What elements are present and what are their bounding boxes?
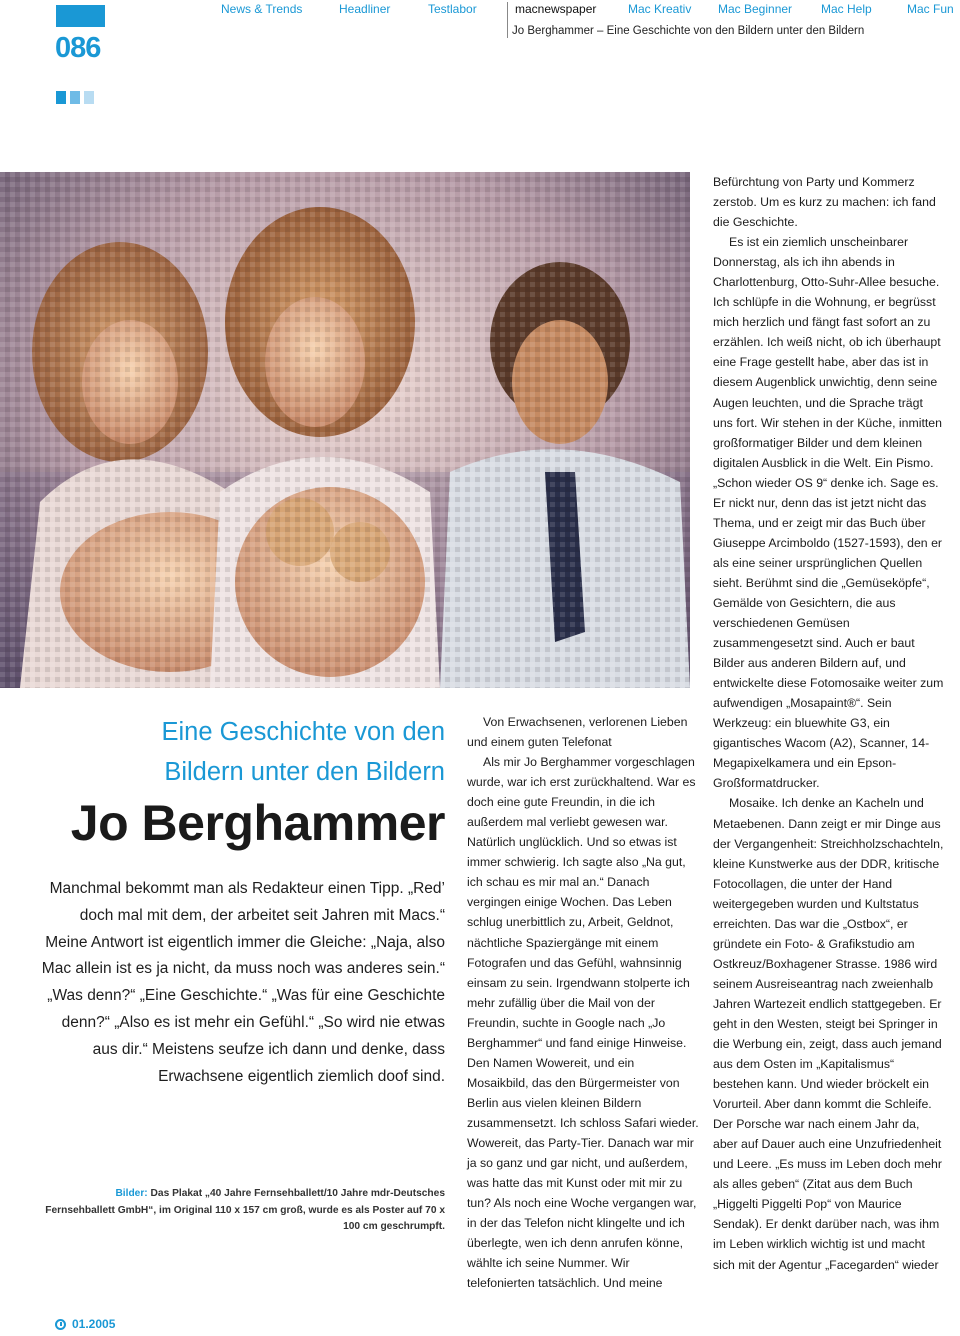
- breadcrumb: Jo Berghammer – Eine Geschichte von den Bildern unter den Bildern: [512, 25, 865, 37]
- image-caption: [45, 1186, 445, 1236]
- nav-news-trends[interactable]: News & Trends: [221, 2, 303, 16]
- page-number: 086: [55, 32, 101, 64]
- caption-label: Bilder:: [115, 1188, 148, 1199]
- subtitle-line-1: Eine Geschichte von den: [161, 718, 445, 746]
- header-color-block: [56, 5, 105, 27]
- article-column-right: [713, 172, 945, 1275]
- nav-macnewspaper[interactable]: macnewspaper: [515, 2, 597, 16]
- column-paragraph: Von Erwachsenen, verlorenen Lieben und einem guten Telefonat: [467, 715, 688, 750]
- column-paragraph: Es ist ein ziemlich unscheinbarer Donnerstag, als ich ihn abends in Charlottenburg, Otto-Suhr-Allee besuche. Ich schlüpfe in die Wohnung, er begrüsst mich herzlich und fängt fast sofort an zu erzählen. Ich weiß nicht, ob ich überhaupt eine Frage gestellt habe, aber das ist in diesem Augenblick unwichtig, denn seine Augen leuchten, und die Sprache trägt uns fort. Wir stehen in der Küche, inmitten großformatiger Bilder und dem kleinen digitalen Ausblick in die Welt. Ein Pismo. „Schon wieder OS 9“ denke ich. Sage es. Er nickt nur, denn das ist jetzt nicht das Thema, und er zeigt mir das Buch über Giuseppe Arcimboldo (1527-1593), den er als eine seiner ursprünglichen Quellen sieht. Berühmt sind die „Gemüseköpfe“, Gemälde von Gesichtern, die aus verschiedenen Gemüsen zusammengesetzt sind. Auch er baut Bilder aus anderen Bildern auf, und entwickelte diese Fotomosaike weiter zum aufwendigen „Mosapaint®“. Sein Werkzeug: ein bluewhite G3, ein gigantisches Wacom (A2), Scanner, 14-Megapixelkamera und ein Epson-Großformatdrucker.: [713, 235, 944, 791]
- article-headline: Jo Berghammer: [70, 795, 445, 851]
- hero-mosaic-image: [0, 172, 690, 688]
- article-intro: Manchmal bekommt man als Redakteur einen Tipp. „Red’ doch mal mit dem, der arbeitet seit Jahren mit Macs.“ Meine Antwort ist eigentlich immer die Gleiche: „Naja, also Mac allein ist es ja nicht, da muss noch was anderes sein.“ „Was denn?“ „Eine Geschichte.“ „Was für eine Geschichte denn?“ „Also es ist mehr ein Gefühl.“ „So wird nie etwas aus dir.“ Meistens seufze ich dann und denke, dass Erwachsene eigentlich ziemlich doof sind.: [41, 880, 445, 1085]
- subtitle-line-2: Bildern unter den Bildern: [164, 758, 445, 786]
- column-paragraph: Befürchtung von Party und Kommerz zerstob. Um es kurz zu machen: ich fand die Geschichte.: [713, 175, 936, 230]
- caption-text: Das Plakat „40 Jahre Fernsehballett/10 Jahre mdr-Deutsches Fernsehballett GmbH“, im Original 110 x 157 cm groß, wurde es als Poster auf 70 x 100 cm geschrumpft.: [45, 1188, 445, 1233]
- clock-icon: [55, 1319, 66, 1330]
- article-subtitle: [161, 712, 445, 792]
- decorative-squares: [56, 91, 94, 104]
- article-column-middle: [467, 712, 699, 1293]
- issue-date: 01.2005: [72, 1317, 116, 1331]
- nav-testlabor[interactable]: Testlabor: [428, 2, 477, 16]
- nav-mac-kreativ[interactable]: Mac Kreativ: [628, 2, 692, 16]
- nav-mac-beginner[interactable]: Mac Beginner: [718, 2, 793, 16]
- column-paragraph: Mosaike. Ich denke an Kacheln und Metaebenen. Dann zeigt er mir Dinge aus der Vergangenheit: Streichholzschachteln, kleine Kunstwerke aus der DDR, kritische Fotocollagen, die unter der Hand weitergegeben wurden und Kultstatus erreichten. Das war die „Ostbox“, er gründete ein Foto- & Grafikstudio am Ostkreuz/Boxhagener Strasse. 1986 wird seinem Ausreiseantrag nach zweienhalb Jahren Wartezeit endlich stattgegeben. Er geht in den Westen, steigt bei Springer in die Werbung ein, zeigt, dass auch jemand aus dem Osten im „Kapitalismus“ bestehen kann. Und wieder bröckelt ein Vorurteil. Aber dann kommt die Schleife. Der Porsche war nach einem Jahr da, aber auf Dauer auch eine Unzufriedenheit und Leere. „Es muss im Leben doch mehr als alles geben“ (Zitat aus dem Buch „Higgelti Piggelti Pop“ von Maurice Sendak). Er denkt darüber nach, was ihm im Leben wirklich wichtig ist und macht sich mit der Agentur „Facegarden“ wieder: [713, 796, 944, 1272]
- nav-mac-help[interactable]: Mac Help: [821, 2, 872, 16]
- nav-headliner[interactable]: Headliner: [339, 2, 391, 16]
- nav-divider: [507, 2, 508, 38]
- nav-mac-fun[interactable]: Mac Fun: [907, 2, 954, 16]
- column-paragraph: Als mir Jo Berghammer vorgeschlagen wurde, war ich erst zurückhaltend. War es doch eine gute Freundin, in die ich außerdem mal verliebt gewesen war. Natürlich unglücklich. Und so etwas ist immer schwierig. Ich sagte also „Na gut, ich schau es mir mal an.“ Danach vergingen einige Wochen. Das Leben schlug unerbittlich zu, Arbeit, Geldnot, nächtliche Spaziergänge mit einem Fotografen und das Gefühl, wahnsinnig einsam zu sein. Irgendwann stolperte ich mehr zufällig über die Mail von der Freundin, suchte in Google nach „Jo Berghammer“ und fand einige Hinweise. Den Namen Wowereit, und ein Mosaikbild, das den Bürgermeister von Berlin aus vielen kleinen Bildern zusammensetzt. Ich schloss Safari wieder. Wowereit, das Party-Tier. Danach war mir ja so ganz und gar nicht, und außerdem, was hatte das mit Kunst oder mit mir zu tun? Als noch eine Woche vergangen war, in der das Telefon nicht klingelte und ich überlegte, wen ich denn anrufen könne, wählte ich seine Nummer. Wir telefonierten tatsächlich. Und meine: [467, 755, 699, 1291]
- page-footer: [55, 1317, 115, 1331]
